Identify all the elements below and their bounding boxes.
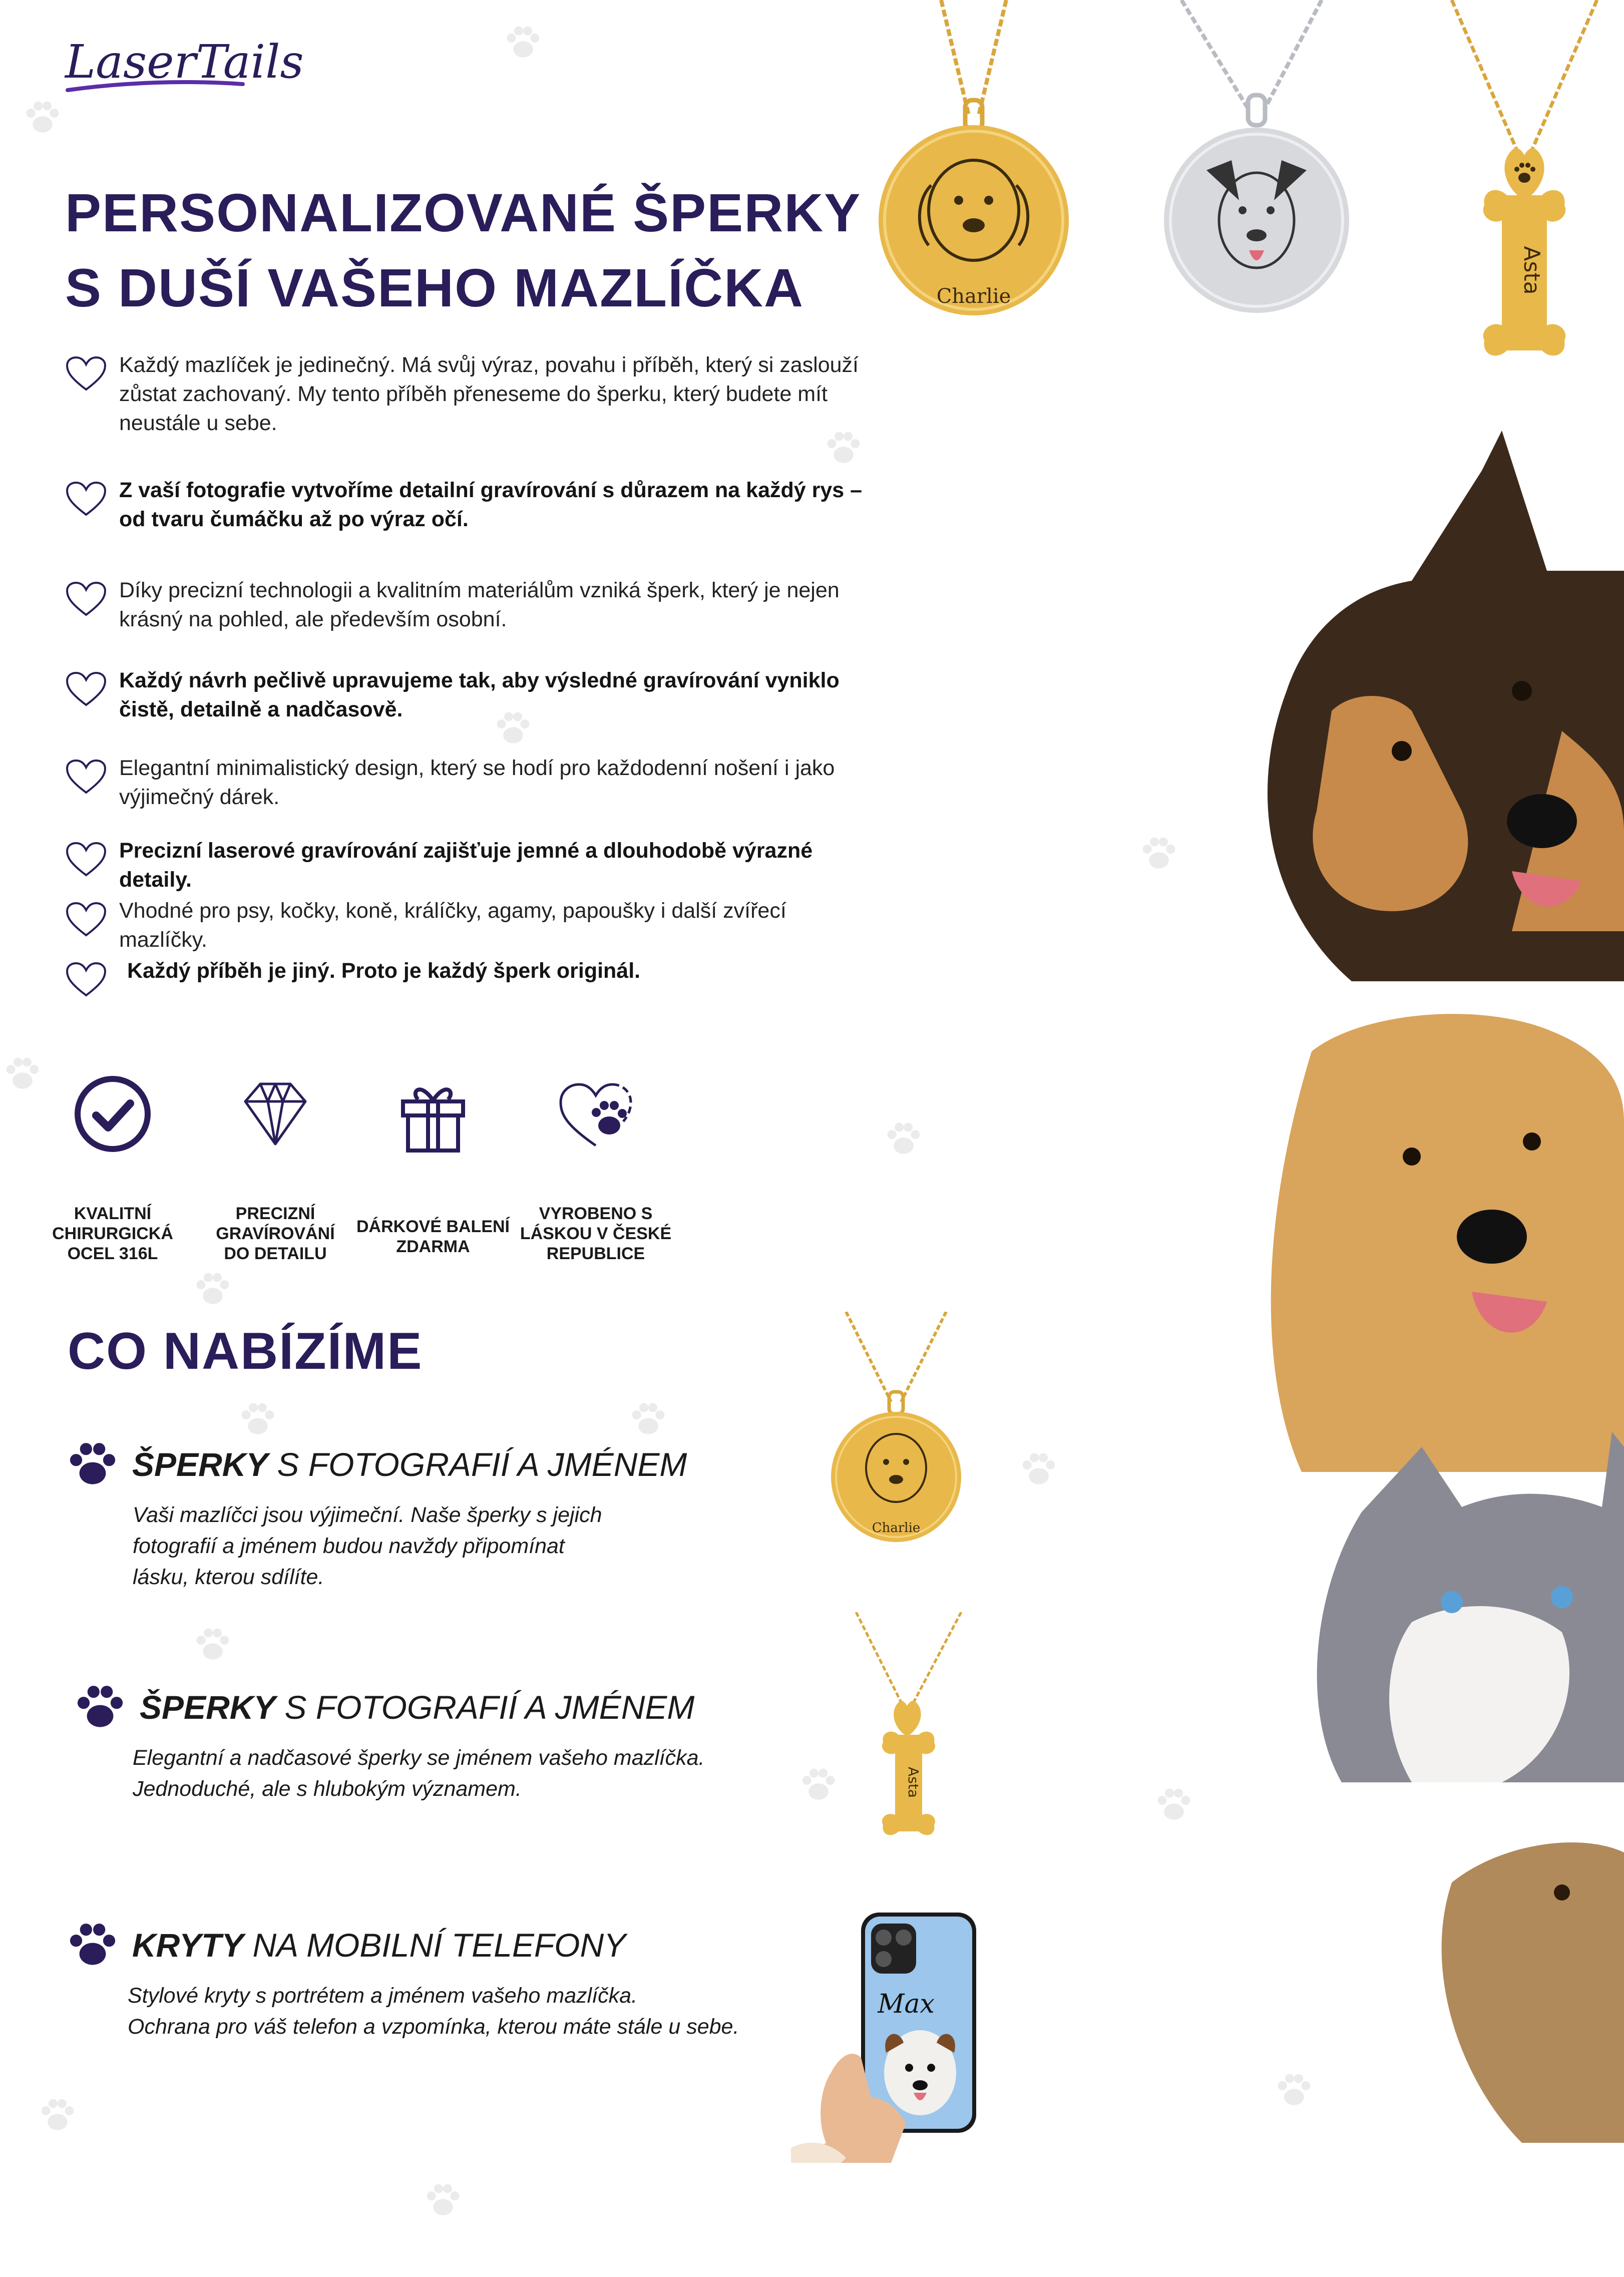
heart-outline-icon bbox=[65, 355, 107, 393]
feature-item: Precizní laserové gravírování zajišťuje jemné a dlouhodobě výrazné detaily. bbox=[65, 836, 866, 894]
feature-item: Z vaší fotografie vytvoříme detailní gravírování s důrazem na každý rys – od tvaru čumáčku až po výraz očí. bbox=[65, 476, 866, 534]
paw-icon bbox=[796, 1762, 841, 1807]
offer-heading: ŠPERKY S FOTOGRAFIÍ A JMÉNEM bbox=[73, 1680, 694, 1735]
offer-heading: KRYTY NA MOBILNÍ TELEFONY bbox=[65, 1918, 626, 1973]
heart-paw-icon bbox=[553, 1071, 638, 1157]
feature-item: Každý mazlíček je jedinečný. Má svůj výraz, povahu i příběh, který si zaslouží zůstat zachovaný. My tento příběh přeneseme do šperku, který budete mít neustále u sebe. bbox=[65, 350, 866, 438]
paw-icon bbox=[1136, 831, 1181, 876]
badge-engraving: PRECIZNÍ GRAVÍROVÁNÍ DO DETAILU bbox=[193, 1071, 358, 1264]
offer-description: Vaši mazlíčci jsou výjimeční. Naše šperky s jejich fotografií a jménem budou navždy připomínat lásku, kterou sdílíte. bbox=[133, 1503, 602, 1589]
pets-collage-image bbox=[1201, 431, 1624, 2143]
paw-icon bbox=[190, 1267, 235, 1312]
paw-icon bbox=[35, 2093, 80, 2138]
feature-item: Každý návrh pečlivě upravujeme tak, aby výsledné gravírování vyniklo čistě, detailně a nadčasově. bbox=[65, 666, 866, 724]
paw-icon bbox=[501, 20, 546, 65]
paw-icon bbox=[626, 1397, 671, 1442]
heart-outline-icon bbox=[65, 901, 107, 938]
silver-pendant-image bbox=[1151, 0, 1362, 320]
paw-icon bbox=[65, 1918, 120, 1973]
heart-outline-icon bbox=[65, 671, 107, 708]
logo-swoosh bbox=[65, 80, 245, 93]
page-title: PERSONALIZOVANÉ ŠPERKY S DUŠÍ VAŠEHO MAZLÍČKA bbox=[65, 182, 862, 318]
offer-description: Stylové kryty s portrétem a jménem vašeho mazlíčka. Ochrana pro váš telefon a vzpomínka, kterou máte stále u sebe. bbox=[128, 1984, 739, 2039]
offer-bone-pendant-image bbox=[851, 1612, 966, 1842]
pendant-name-label: Asta bbox=[1519, 246, 1544, 295]
feature-item: Elegantní minimalistický design, který se hodí pro každodenní nošení i jako výjimečný dárek. bbox=[65, 753, 866, 812]
heart-outline-icon bbox=[65, 758, 107, 796]
gold-pendant-charlie-image bbox=[861, 0, 1081, 320]
feature-item: Vhodné pro psy, kočky, koně, králíčky, agamy, papoušky i další zvířecí mazlíčky. bbox=[65, 896, 866, 954]
pendant-name-label: Charlie bbox=[872, 1521, 921, 1536]
gift-icon bbox=[390, 1071, 476, 1157]
paw-icon bbox=[1016, 1447, 1061, 1492]
paw-icon bbox=[1151, 1782, 1196, 1827]
paw-icon bbox=[190, 1622, 235, 1667]
offer-heading: ŠPERKY S FOTOGRAFIÍ A JMÉNEM bbox=[65, 1437, 687, 1492]
offer-gold-pendant-image bbox=[826, 1312, 966, 1552]
brand-logo[interactable]: LaserTails bbox=[65, 35, 304, 89]
phone-case-image bbox=[791, 1908, 981, 2163]
diamond-icon bbox=[233, 1071, 318, 1157]
heart-outline-icon bbox=[65, 841, 107, 878]
gold-bone-pendant-image bbox=[1442, 0, 1607, 381]
badge-made-in-cz: VYROBENO S LÁSKOU V ČESKÉ REPUBLICE bbox=[513, 1071, 678, 1264]
pendant-name-label: Charlie bbox=[936, 285, 1011, 308]
heart-outline-icon bbox=[65, 481, 107, 518]
paw-icon bbox=[20, 95, 65, 140]
paw-icon bbox=[65, 1437, 120, 1492]
paw-icon bbox=[235, 1397, 280, 1442]
phone-case-name-label: Max bbox=[878, 1989, 935, 2019]
check-circle-icon bbox=[70, 1071, 155, 1157]
feature-item: Každý příběh je jiný. Proto je každý šperk originál. bbox=[65, 956, 866, 998]
heart-outline-icon bbox=[65, 961, 107, 998]
badge-gift: DÁRKOVÉ BALENÍ ZDARMA bbox=[350, 1071, 516, 1257]
heart-outline-icon bbox=[65, 581, 107, 618]
feature-item: Díky precizní technologii a kvalitním materiálům vzniká šperk, který je nejen krásný na pohled, ale především osobní. bbox=[65, 576, 866, 634]
offer-description: Elegantní a nadčasové šperky se jménem vašeho mazlíčka. Jednoduché, ale s hlubokým významem. bbox=[133, 1746, 705, 1801]
paw-icon bbox=[421, 2178, 466, 2223]
badge-steel: KVALITNÍ CHIRURGICKÁ OCEL 316L bbox=[30, 1071, 195, 1264]
pendant-name-label: Asta bbox=[905, 1767, 922, 1798]
section-title: CO NABÍZÍME bbox=[68, 1322, 423, 1380]
paw-icon bbox=[881, 1116, 926, 1162]
paw-icon bbox=[73, 1680, 128, 1735]
